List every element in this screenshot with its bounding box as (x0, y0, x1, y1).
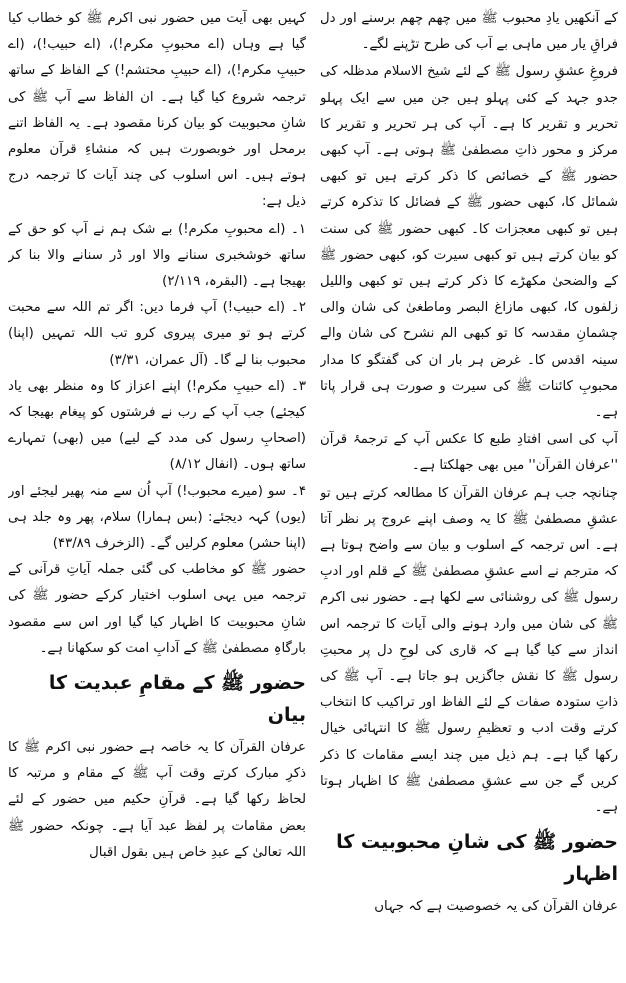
verse-translation-4: ۴۔ سو (میرے محبوب!) آپ اُن سے منہ پھیر لیجئے اور (یوں) کہہ دیجئے: (بس ہمارا) سلام، پھر وہ جلد ہی (اپنا حشر) معلوم کرلیں گے۔ (الزخرف ۴۳/۸۹) (8, 483, 306, 552)
verse-translation-2: ۲۔ (اے حبیب!) آپ فرما دیں: اگر تم اللہ سے محبت کرتے ہو تو میری پیروی کرو تب اللہ تمہیں (اپنا) محبوب بنا لے گا۔ (آل عمران، ۳/۳۱) (8, 300, 306, 368)
paragraph-address-forms: کہیں بھی آیت میں حضور نبی اکرم ﷺ کو خطاب کیا گیا ہے وہاں (اے محبوبِ مکرم!)، (اے حبیب!)، (اے حبیبِ مکرم!)، (اے حبیبِ محتشم!) کے الفاظ کے ساتھ ترجمہ شروع کیا گیا ہے۔ ان الفاظ سے آپ ﷺ کی شانِ محبوبیت کو بیان کرنا مقصود ہے۔ یہ الفاظ اتنے برمحل اور خوبصورت ہیں کہ منشاءِ قرآن معلوم ہوتے ہیں۔ اس اسلوب کی چند آیات کا ترجمہ درج ذیل ہے: (8, 11, 306, 210)
paragraph-writings-speeches: فروغِ عشقِ رسول ﷺ کے لئے شیخ الاسلام مدظلہ کی جدو جہد کے کئی پہلو ہیں جن میں سے ایک پہلو تحریر و تقریر کا ہے۔ آپ کی ہر تحریر و تقریر کا مرکز و محور ذاتِ مصطفیٰ ﷺ ہوتی ہے۔ آپ کبھی حضور ﷺ کے خصائص کا ذکر کرتے ہیں تو کبھی شمائل کا، کبھی حضور ﷺ کے فضائل کا تذکرہ کرتے ہیں تو کبھی معجزات کا۔ کبھی حضور ﷺ کی سنت کو بیان کرتے ہیں تو کبھی سیرت کو، کبھی حضور ﷺ کے والضحیٰ مکھڑے کا ذکر کرتے ہیں تو کبھی واللیل زلفوں کا، کبھی مازاغ البصر وماطغیٰ کی شان والی چشمانِ مقدسہ کا تو کبھی الم نشرح کی شان والے سینہ اقدس کا۔ غرض ہر بار ان کی گفتگو کا مدار محبوبِ کائنات ﷺ کی سیرت و صورت ہی قرار پاتا ہے۔ (320, 64, 618, 421)
section-heading-servanthood: حضور ﷺ کے مقامِ عبدیت کا بیان (48, 672, 306, 727)
paragraph-closing-right: عرفان القرآن کی یہ خصوصیت ہے کہ جہاں (374, 899, 618, 915)
left-column (8, 6, 306, 979)
two-column-layout (8, 6, 618, 979)
paragraph-closing-left: عرفان القرآن کا یہ خاصہ ہے حضور نبی اکرم ﷺ کا ذکرِ مبارک کرتے وقت آپ ﷺ کے مقام و مرتبہ کا لحاظ رکھا گیا ہے۔ قرآنِ حکیم میں حضور کے لئے بعض مقامات پر لفظ عبد آیا ہے۔ چونکہ حضور ﷺ اللہ تعالیٰ کے عبدِ خاص ہیں بقول اقبال (8, 740, 306, 860)
verse-translation-3: ۳۔ (اے حبیبِ مکرم!) اپنے اعزاز کا وہ منظر بھی یاد کیجئے) جب آپ کے رب نے فرشتوں کو پیغام بھیجا کہ (اصحابِ رسول کی مدد کے لیے) میں (بھی) تمہارے ساتھ ہوں۔ (انفال ۸/۱۲) (8, 378, 306, 473)
paragraph-after-verses: حضور ﷺ کو مخاطب کی گئی جملہ آیاتِ قرآنی کے ترجمہ میں یہی اسلوب اختیار کرکے حضور ﷺ کی شانِ محبوبیت کا اظہار کیا گیا اور اس سے مقصود بارگاہِ مصطفیٰ ﷺ کے آدابِ امت کو سکھانا ہے۔ (8, 562, 306, 656)
paragraph-longing: کے آنکھیں یادِ محبوب ﷺ میں چھم چھم برسنے اور دل فراقِ یار میں ماہی بے آب کی طرح تڑپنے لگے۔ (320, 11, 618, 53)
right-column (320, 6, 618, 979)
paragraph-irfan-ul-quran: آپ کی اسی افتادِ طبع کا عکس آپ کے ترجمۂ قرآن ''عرفان القرآن'' میں بھی جھلکتا ہے۔ (320, 432, 618, 474)
verse-translation-1: ۱۔ (اے محبوبِ مکرم!) بے شک ہم نے آپ کو حق کے ساتھ خوشخبری سنانے والا اور ڈر سنانے والا بنا کر بھیجا ہے۔ (البقرہ، ۲/۱۱۹) (8, 221, 306, 290)
paragraph-translation-style: چنانچہ جب ہم عرفان القرآن کا مطالعہ کرتے ہیں تو عشقِ مصطفیٰ ﷺ کا یہ وصف اپنے عروج پر نظر آتا ہے۔ اس ترجمہ کے اسلوب و بیان سے واضح ہوتا ہے کہ مترجم نے اسے عشقِ مصطفیٰ ﷺ کے قلم اور ادبِ رسول ﷺ کی روشنائی سے لکھا ہے۔ حضور نبی اکرم ﷺ کی شان میں وارد ہونے والی آیات کا ترجمہ اس انداز سے کیا گیا ہے کہ قاری کی لوحِ دل پر محبتِ رسول ﷺ کا نقش جاگزیں ہو جاتا ہے۔ آپ ﷺ کی ذاتِ ستودہ صفات کے لئے الفاظ اور تراکیب کا انتخاب کرتے وقت ادب و تعظیمِ رسول ﷺ کا انتہائی خیال رکھا گیا ہے۔ ہم ذیل میں چند ایسے مقامات کا ذکر کریں گے جن سے عشقِ مصطفیٰ ﷺ کا اظہار ہوتا ہے۔ (320, 485, 618, 816)
section-heading-belovedness: حضور ﷺ کی شانِ محبوبیت کا اظہار (336, 831, 618, 886)
